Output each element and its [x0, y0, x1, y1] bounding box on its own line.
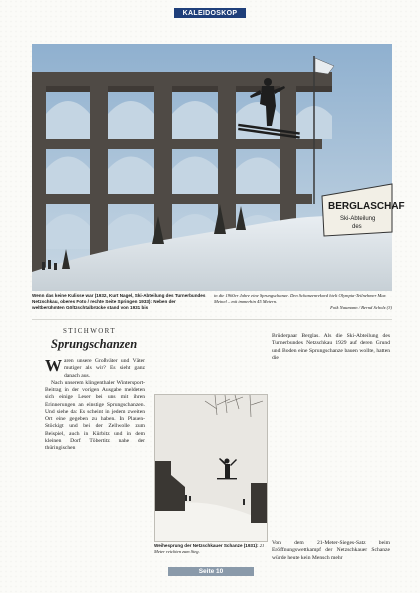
small-caption-bold: Weihesprung der Netzschkauer Schanze (1931): [154, 543, 259, 548]
banner-text-3: des [352, 224, 362, 230]
ski-jump-1931-image [155, 395, 267, 541]
paragraph-1-text: aren unsere Großväter und Väter mutiger als wir? Es sieht ganz danach aus. [64, 358, 145, 379]
drop-cap: W [45, 356, 62, 375]
caption-right [214, 293, 392, 315]
main-photo-caption [32, 293, 392, 315]
article-paragraph-1 [45, 358, 145, 380]
page-number-bar [168, 567, 254, 576]
article-left-column [45, 327, 145, 452]
section-title: KALEIDOSKOP [182, 9, 238, 17]
photo-credit: Fotk Naumann / Bernd Scholz (3) [330, 305, 392, 310]
banner-text-2: Ski-Abteilung [340, 216, 376, 222]
viaduct-ski-jump-image [32, 44, 405, 291]
article-body [45, 358, 145, 452]
article-headline: Sprungschanzen [51, 337, 138, 351]
article-kicker: STICHWORT [63, 327, 117, 335]
article-right-column-bottom: Von dem 21-Meter-Sieges-Satz beim Eröffnungswettkampf der Netzschkauer Schanze würde heute kein Mensch mehr [272, 540, 390, 561]
banner-text-1: BERGLASCHAF [328, 201, 405, 212]
caption-left: Wenn das keine Kulisse war (1932, Kurt Nagel, Ski-Abteilung des Turnerbundes Netzschkau, oberes Foto / rechte Seite Springen 1933): Neben der weltberühmten Göltzschtalbrücke stand von 1931 bis [32, 293, 206, 310]
small-photo-caption [154, 543, 268, 555]
caption-right-text: in die 1960er Jahre eine Sprungschanze. Den Schanzenrekord hielt Olympia-Teilnehmer Max Meinel – mit immerhin 45 Metern. [214, 293, 386, 304]
page-number: Seite 10 [198, 568, 224, 575]
article-right-column-top: Brüderpaar Berglas. Als die Ski-Abteilung des Turnerbundes Netzschkau 1929 auf deren Grund und Boden eine Sprungschanze bauen wollte, hatten die [272, 333, 390, 361]
main-photo [32, 44, 405, 291]
small-photo [154, 394, 268, 542]
divider-line [32, 319, 392, 320]
section-header [174, 8, 246, 18]
article-paragraph-2: Nach unserem klingenthaler Wintersport-Beitrag in der vorigen Ausgabe meldeten sich einige Leser bei uns mit ihren Erinnerungen an einstige Sprungschanzen. Und siehe da: Es scheint in jedem zweiten Ort eine gegeben zu haben. In Plauen-Stöckigt und bei der Zellwolle zum Beispiel, auch in Kürbitz und in dem kleinen Dorf Töbertitz nahe der thüringischen [45, 379, 145, 451]
small-caption-italic: 21 Meter reichten zum Sieg. [154, 543, 265, 554]
